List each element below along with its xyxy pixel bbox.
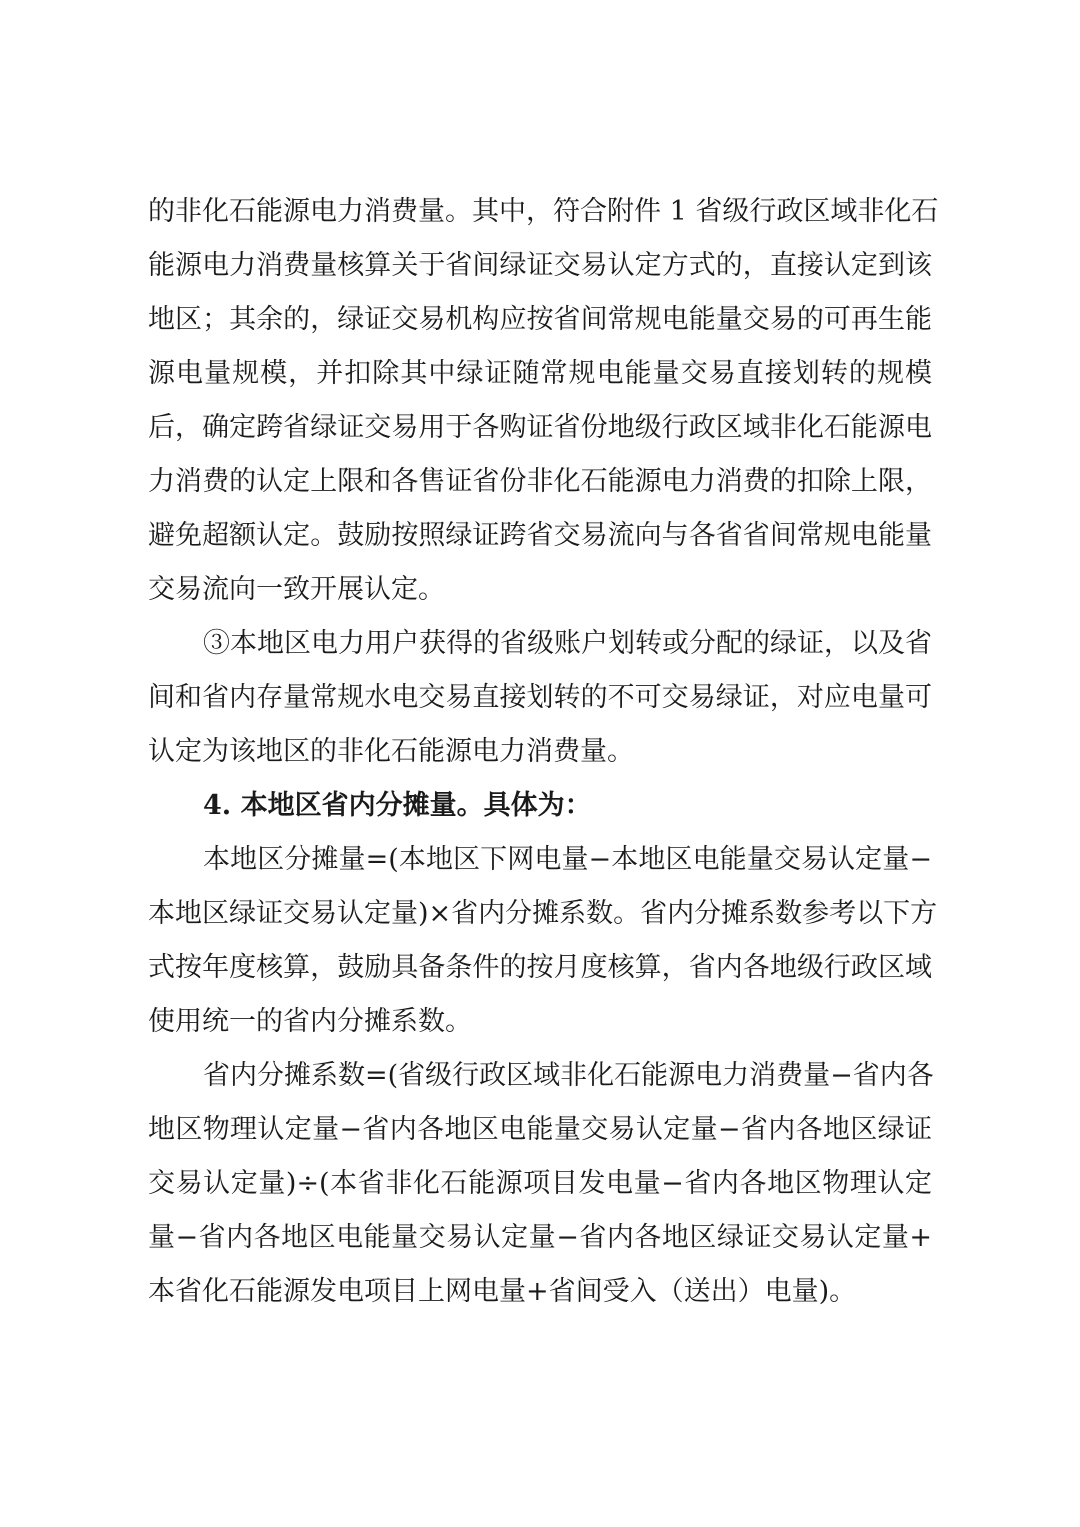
text-line: 省内分摊系数=(省级行政区域非化石能源电力消费量−省内各: [203, 1060, 934, 1091]
text-line: 本地区绿证交易认定量)×省内分摊系数。省内分摊系数参考以下方: [148, 898, 938, 929]
text-line: 地区；其余的，绿证交易机构应按省间常规电能量交易的可再生能: [148, 304, 932, 335]
text-line: 使用统一的省内分摊系数。: [148, 1006, 472, 1037]
text-line: 本省化石能源发电项目上网电量+省间受入（送出）电量)。: [148, 1276, 857, 1307]
text-line: 本地区分摊量=(本地区下网电量−本地区电能量交易认定量−: [203, 844, 932, 875]
text-line: 式按年度核算，鼓励具备条件的按月度核算，省内各地级行政区域: [148, 952, 932, 983]
text-line: 能源电力消费量核算关于省间绿证交易认定方式的，直接认定到该: [148, 250, 932, 281]
text-line: 交易流向一致开展认定。: [148, 574, 445, 605]
section-heading: 4. 本地区省内分摊量。具体为：: [203, 790, 592, 821]
text-line: 力消费的认定上限和各售证省份非化石能源电力消费的扣除上限，: [148, 466, 932, 497]
text-line: 的非化石能源电力消费量。其中，符合附件 1 省级行政区域非化石: [148, 196, 939, 227]
text-line: ③本地区电力用户获得的省级账户划转或分配的绿证，以及省: [203, 628, 932, 659]
text-line: 间和省内存量常规水电交易直接划转的不可交易绿证，对应电量可: [148, 682, 932, 713]
text-line: 地区物理认定量−省内各地区电能量交易认定量−省内各地区绿证: [148, 1114, 932, 1145]
text-line: 认定为该地区的非化石能源电力消费量。: [148, 736, 634, 767]
text-line: 量−省内各地区电能量交易认定量−省内各地区绿证交易认定量+: [148, 1222, 932, 1253]
text-line: 交易认定量)÷(本省非化石能源项目发电量−省内各地区物理认定: [148, 1168, 932, 1199]
text-line: 避免超额认定。鼓励按照绿证跨省交易流向与各省省间常规电能量: [148, 520, 932, 551]
text-line: 后，确定跨省绿证交易用于各购证省份地级行政区域非化石能源电: [148, 412, 932, 443]
text-line: 源电量规模，并扣除其中绿证随常规电能量交易直接划转的规模: [148, 358, 932, 389]
